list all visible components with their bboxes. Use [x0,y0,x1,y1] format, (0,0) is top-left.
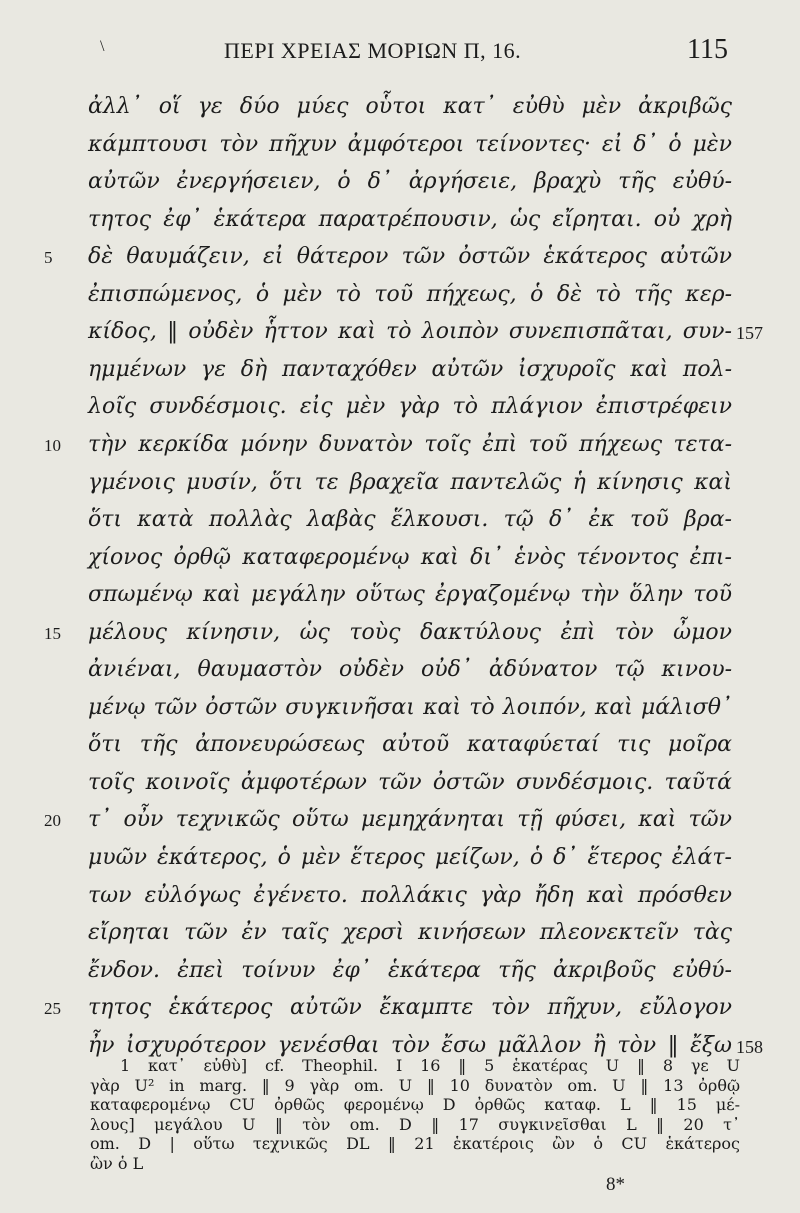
text-line: τητος ἐφ᾽ ἑκάτερα παρατρέπουσιν, ὡς εἴρηται. οὐ χρὴ [88,207,732,232]
text-line: μέλους κίνησιν, ὡς τοὺς δακτύλους ἐπὶ τὸν ὦμον [88,620,732,645]
text-line: λοῖς συνδέσμοις. εἰς μὲν γὰρ τὸ πλάγιον ἐπιστρέφειν [88,394,732,419]
text-line: τοῖς κοινοῖς ἀμφοτέρων τῶν ὀστῶν συνδέσμοις. ταῦτά [88,770,732,795]
text-line: κίδος, ‖ οὐδὲν ἧττον καὶ τὸ λοιπὸν συνεπισπᾶται, συν- [88,319,732,344]
text-line: δὲ θαυμάζειν, εἰ θάτερον τῶν ὀστῶν ἑκάτερος αὐτῶν [88,244,732,269]
apparatus-line: λους] μεγάλου U ‖ τὸν om. D ‖ 17 συγκινεῖσθαι L ‖ 20 τ᾽ [90,1115,740,1134]
text-line: ἀνιέναι, θαυμαστὸν οὐδὲν οὐδ᾽ ἀδύνατον τῷ κινου- [88,657,732,682]
apparatus-line: om. D | οὕτω τεχνικῶς DL ‖ 21 ἑκατέροις ὢν ὁ CU ἑκάτερος [90,1134,740,1153]
page-header [100,34,730,74]
margin-reference: 158 [736,1037,763,1057]
text-line: εἴρηται τῶν ἐν ταῖς χερσὶ κινήσεων πλεονεκτεῖν τὰς [88,920,732,945]
running-title: ΠΕΡΙ ΧΡΕΙΑΣ ΜΟΡΙΩΝ Π, 16. [224,38,522,63]
text-line: σπωμένῳ καὶ μεγάλην οὕτως ἐργαζομένῳ τὴν ὅλην τοῦ [88,582,732,607]
margin-reference: 157 [736,323,763,343]
line-number: 20 [44,811,61,830]
text-line: ημμένων γε δὴ πανταχόθεν αὐτῶν ἰσχυροῖς καὶ πολ- [88,357,732,382]
text-line: τ᾽ οὖν τεχνικῶς οὕτω μεμηχάνηται τῇ φύσει, καὶ τῶν [88,807,732,832]
text-line: μυῶν ἑκάτερος, ὁ μὲν ἕτερος μείζων, ὁ δ᾽ ἕτερος ἐλάτ- [88,845,732,870]
text-line: αὐτῶν ἐνεργήσειεν, ὁ δ᾽ ἀργήσειε, βραχὺ τῆς εὐθύ- [88,169,732,194]
text-line: μένῳ τῶν ὀστῶν συγκινῆσαι καὶ τὸ λοιπόν, καὶ μάλισθ᾽ [88,695,732,720]
text-line: ὅτι κατὰ πολλὰς λαβὰς ἕλκουσι. τῷ δ᾽ ἐκ τοῦ βρα- [88,507,732,532]
apparatus-line: καταφερομένῳ CU ὀρθῶς φερομένῳ D ὀρθῶς καταφ. L ‖ 15 μέ- [90,1095,741,1114]
signature-mark: 8* [606,1174,625,1195]
header-mark: \ [100,38,105,55]
text-line: κάμπτουσι τὸν πῆχυν ἀμφότεροι τείνοντες· εἰ δ᾽ ὁ μὲν [88,132,732,157]
page-number: 115 [687,34,728,65]
line-number: 5 [44,248,53,267]
apparatus-line: ὢν ὁ L [90,1154,144,1173]
text-line: γμένοις μυσίν, ὅτι τε βραχεῖα παντελῶς ἡ κίνησις καὶ [88,470,732,495]
text-line: ἐπισπώμενος, ὁ μὲν τὸ τοῦ πήχεως, ὁ δὲ τὸ τῆς κερ- [88,282,732,307]
line-number: 10 [44,436,61,455]
text-line: ἔνδον. ἐπεὶ τοίνυν ἐφ᾽ ἑκάτερα τῆς ἀκριβοῦς εὐθύ- [88,958,732,983]
text-line: ἀλλ᾽ οἵ γε δύο μύες οὗτοι κατ᾽ εὐθὺ μὲν ἀκριβῶς [88,94,732,119]
text-line: των εὐλόγως ἐγένετο. πολλάκις γὰρ ἤδη καὶ πρόσθεν [88,883,732,908]
apparatus-line: γὰρ U² in marg. ‖ 9 γὰρ om. U ‖ 10 δυνατὸν om. U ‖ 13 ὀρθῷ [90,1076,740,1095]
text-line: χίονος ὀρθῷ καταφερομένῳ καὶ δι᾽ ἑνὸς τένοντος ἐπι- [88,545,732,570]
line-number: 25 [44,999,61,1018]
text-line: ὅτι τῆς ἀπονευρώσεως αὐτοῦ καταφύεταί τις μοῖρα [88,732,732,757]
line-number: 15 [44,624,61,643]
apparatus-line: 1 κατ᾽ εὐθὺ] cf. Theophil. I 16 ‖ 5 ἑκατέρας U ‖ 8 γε U [120,1056,740,1075]
text-line: ἦν ἰσχυρότερον γενέσθαι τὸν ἔσω μᾶλλον ἢ τὸν ‖ ἔξω [88,1033,732,1058]
text-line: τὴν κερκίδα μόνην δυνατὸν τοῖς ἐπὶ τοῦ πήχεως τετα- [88,432,732,457]
text-line: τητος ἑκάτερος αὐτῶν ἔκαμπτε τὸν πῆχυν, εὔλογον [88,995,732,1020]
